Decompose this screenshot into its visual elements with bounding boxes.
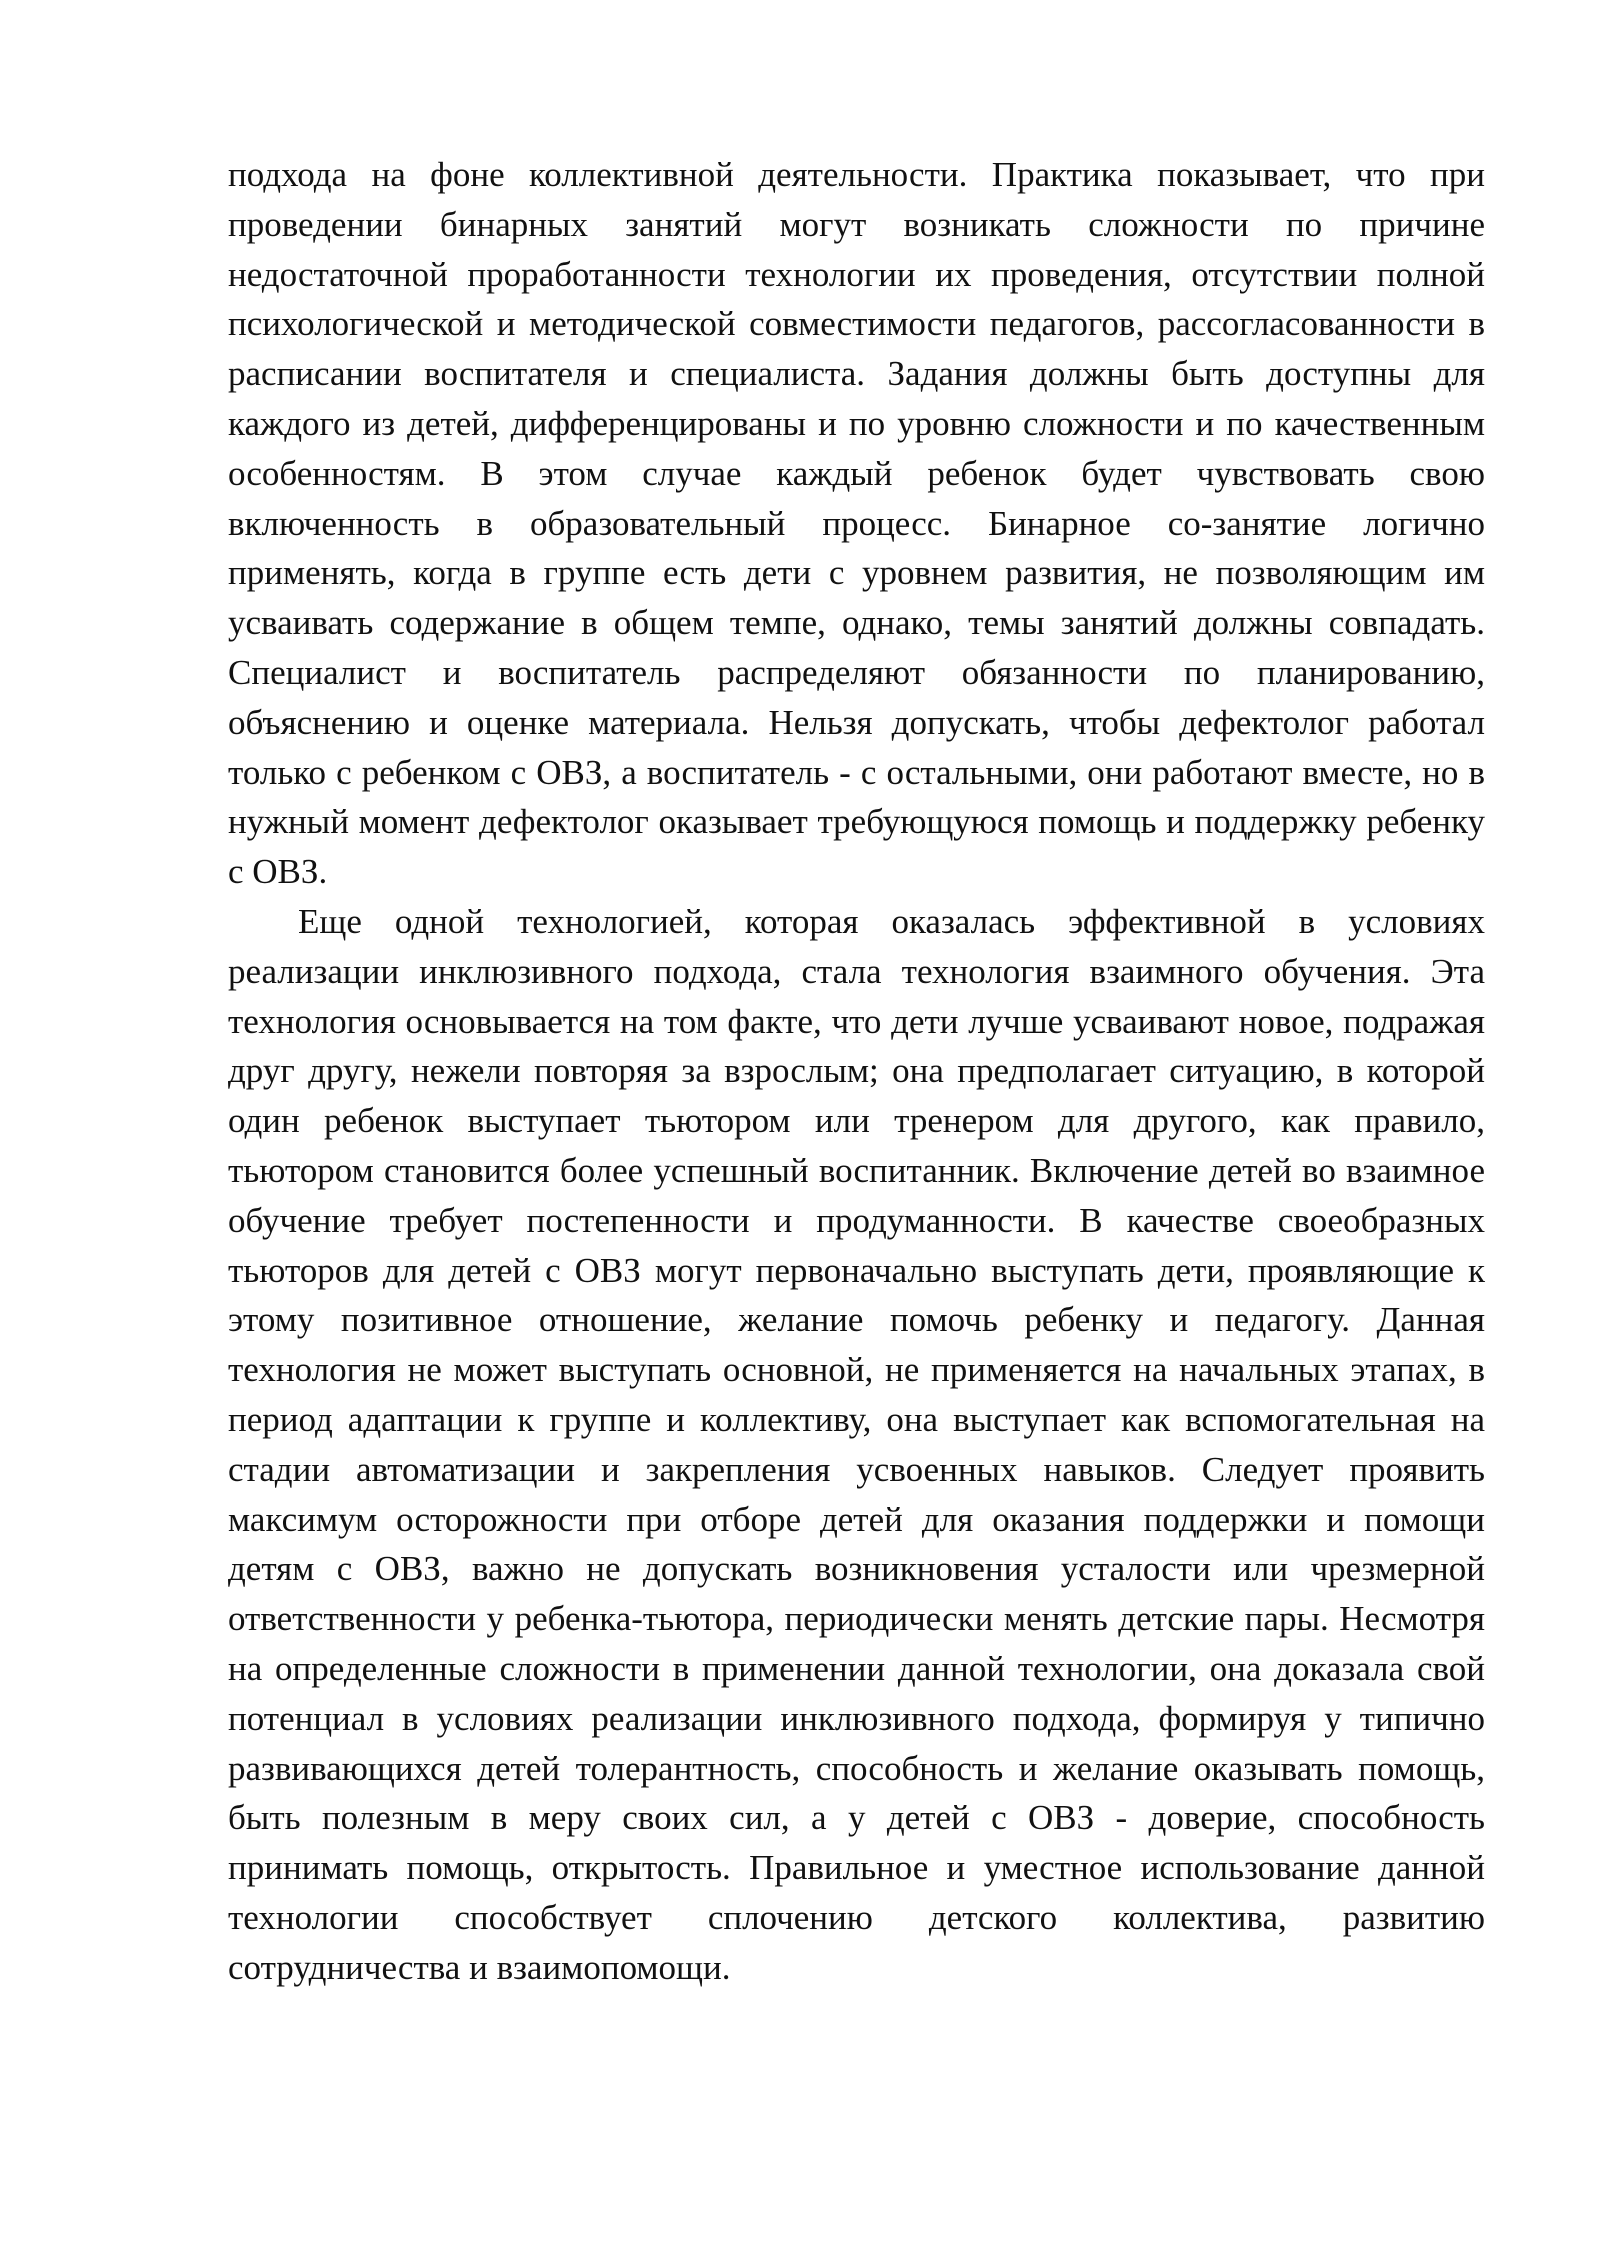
paragraph-peer-learning: Еще одной технологией, которая оказалась эффективной в условиях реализации инклюзивного подхода, стала технология взаимного обучения. Эта технология основывается на том факте, что дети лучше усваивают новое, подражая друг другу, нежели повторяя за взрослым; она предполагает ситуацию, в которой один ребенок выступает тьютором или тренером для другого, как правило, тьютором становится более успешный воспитанник. Включение детей во взаимное обучение требует постепенности и продуманности. В качестве своеобразных тьюторов для детей с ОВЗ могут первоначально выступать дети, проявляющие к этому позитивное отношение, желание помочь ребенку и педагогу. Данная технология не может выступать основной, не применяется на начальных этапах, в период адаптации к группе и коллективу, она выступает как вспомогательная на стадии автоматизации и закрепления усвоенных навыков. Следует проявить максимум осторожности при отборе детей для оказания поддержки и помощи детям с ОВЗ, важно не допускать возникновения усталости или чрезмерной ответственности у ребенка-тьютора, периодически менять детские пары. Несмотря на определенные сложности в применении данной технологии, она доказала свой потенциал в условиях реализации инклюзивного подхода, формируя у типично развивающихся детей толерантность, способность и желание оказывать помощь, быть полезным в меру своих сил, а у детей с ОВЗ - доверие, способность принимать помощь, открытость. Правильное и уместное использование данной технологии способствует сплочению детского коллектива, развитию сотрудничества и взаимопомощи.	[228, 901, 1485, 1987]
paragraph-binary-sessions: подхода на фоне коллективной деятельности. Практика показывает, что при проведении бинарных занятий могут возникать сложности по причине недостаточной проработанности технологии их проведения, отсутствии полной психологической и методической совместимости педагогов, рассогласованности в расписании воспитателя и специалиста. Задания должны быть доступны для каждого из детей, дифференцированы и по уровню сложности и по качественным особенностям. В этом случае каждый ребенок будет чувствовать свою включенность в образовательный процесс. Бинарное со-занятие логично применять, когда в группе есть дети с уровнем развития, не позволяющим им усваивать содержание в общем темпе, однако, темы занятий должны совпадать. Специалист и воспитатель распределяют обязанности по планированию, объяснению и оценке материала. Нельзя допускать, чтобы дефектолог работал только с ребенком с ОВЗ, а воспитатель - с остальными, они работают вместе, но в нужный момент дефектолог оказывает требующуюся помощь и поддержку ребенку с ОВЗ.	[228, 155, 1485, 892]
document-page	[228, 150, 1485, 1992]
